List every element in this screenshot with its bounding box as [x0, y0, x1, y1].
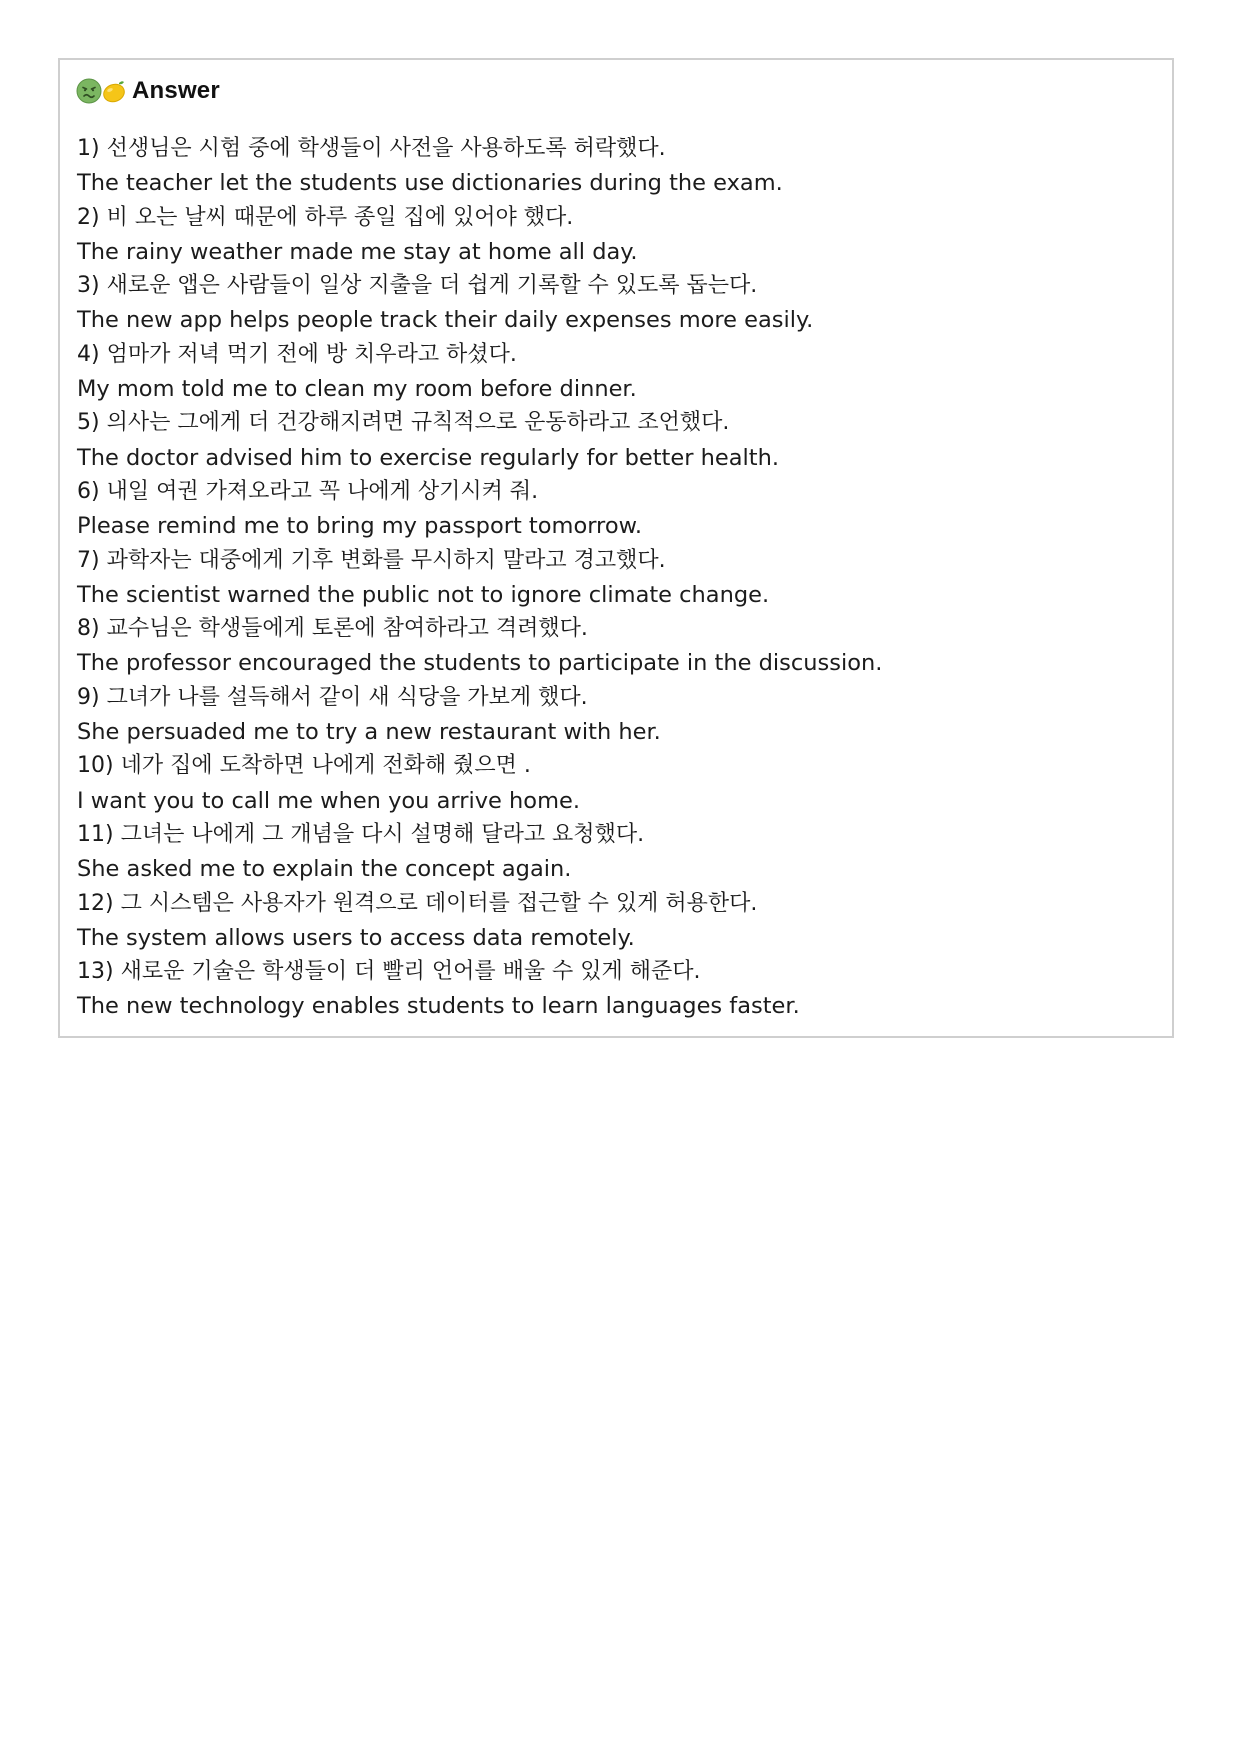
lemon-icon	[100, 78, 126, 104]
english-sentence-2: The rainy weather made me stay at home all day.	[77, 238, 638, 265]
nauseated-face-icon	[76, 78, 102, 104]
korean-sentence-10: 10) 네가 집에 도착하면 나에게 전화해 줬으면 .	[77, 753, 531, 779]
english-sentence-10: I want you to call me when you arrive home.	[77, 787, 580, 814]
korean-sentence-11: 11) 그녀는 나에게 그 개념을 다시 설명해 달라고 요청했다.	[77, 821, 645, 847]
korean-sentence-6: 6) 내일 여권 가져오라고 꼭 나에게 상기시켜 줘.	[77, 478, 539, 504]
korean-sentence-9: 9) 그녀가 나를 설득해서 같이 새 식당을 가보게 했다.	[77, 684, 588, 710]
english-sentence-1: The teacher let the students use dictionaries during the exam.	[77, 170, 783, 197]
english-sentence-8: The professor encouraged the students to participate in the discussion.	[77, 650, 883, 677]
english-sentence-3: The new app helps people track their daily expenses more easily.	[77, 307, 814, 334]
english-sentence-4: My mom told me to clean my room before dinner.	[77, 376, 637, 403]
korean-sentence-12: 12) 그 시스템은 사용자가 원격으로 데이터를 접근할 수 있게 허용한다.	[77, 890, 758, 916]
korean-sentence-1: 1) 선생님은 시험 중에 학생들이 사전을 사용하도록 허락했다.	[77, 136, 666, 161]
english-sentence-5: The doctor advised him to exercise regularly for better health.	[77, 444, 780, 471]
answer-list	[77, 132, 882, 1024]
english-sentence-11: She asked me to explain the concept again.	[77, 856, 572, 883]
answer-title: Answer	[132, 77, 220, 104]
korean-sentence-3: 3) 새로운 앱은 사람들이 일상 지출을 더 쉽게 기록할 수 있도록 돕는다.	[77, 273, 758, 299]
korean-sentence-7: 7) 과학자는 대중에게 기후 변화를 무시하지 말라고 경고했다.	[77, 547, 666, 573]
english-sentence-9: She persuaded me to try a new restaurant with her.	[77, 719, 661, 746]
korean-sentence-5: 5) 의사는 그에게 더 건강해지려면 규칙적으로 운동하라고 조언했다.	[77, 410, 730, 436]
korean-sentence-2: 2) 비 오는 날씨 때문에 하루 종일 집에 있어야 했다.	[77, 204, 574, 230]
header-icons	[76, 78, 126, 104]
english-sentence-6: Please remind me to bring my passport tomorrow.	[77, 513, 643, 540]
korean-sentence-13: 13) 새로운 기술은 학생들이 더 빨리 언어를 배울 수 있게 해준다.	[77, 959, 701, 985]
english-sentence-7: The scientist warned the public not to ignore climate change.	[77, 581, 770, 608]
korean-sentence-8: 8) 교수님은 학생들에게 토론에 참여하라고 격려했다.	[77, 616, 588, 642]
answer-header	[76, 74, 220, 108]
korean-sentence-4: 4) 엄마가 저녁 먹기 전에 방 치우라고 하셨다.	[77, 341, 517, 367]
english-sentence-13: The new technology enables students to learn languages faster.	[77, 993, 800, 1020]
answer-box	[58, 58, 1174, 1038]
english-sentence-12: The system allows users to access data remotely.	[77, 924, 635, 951]
